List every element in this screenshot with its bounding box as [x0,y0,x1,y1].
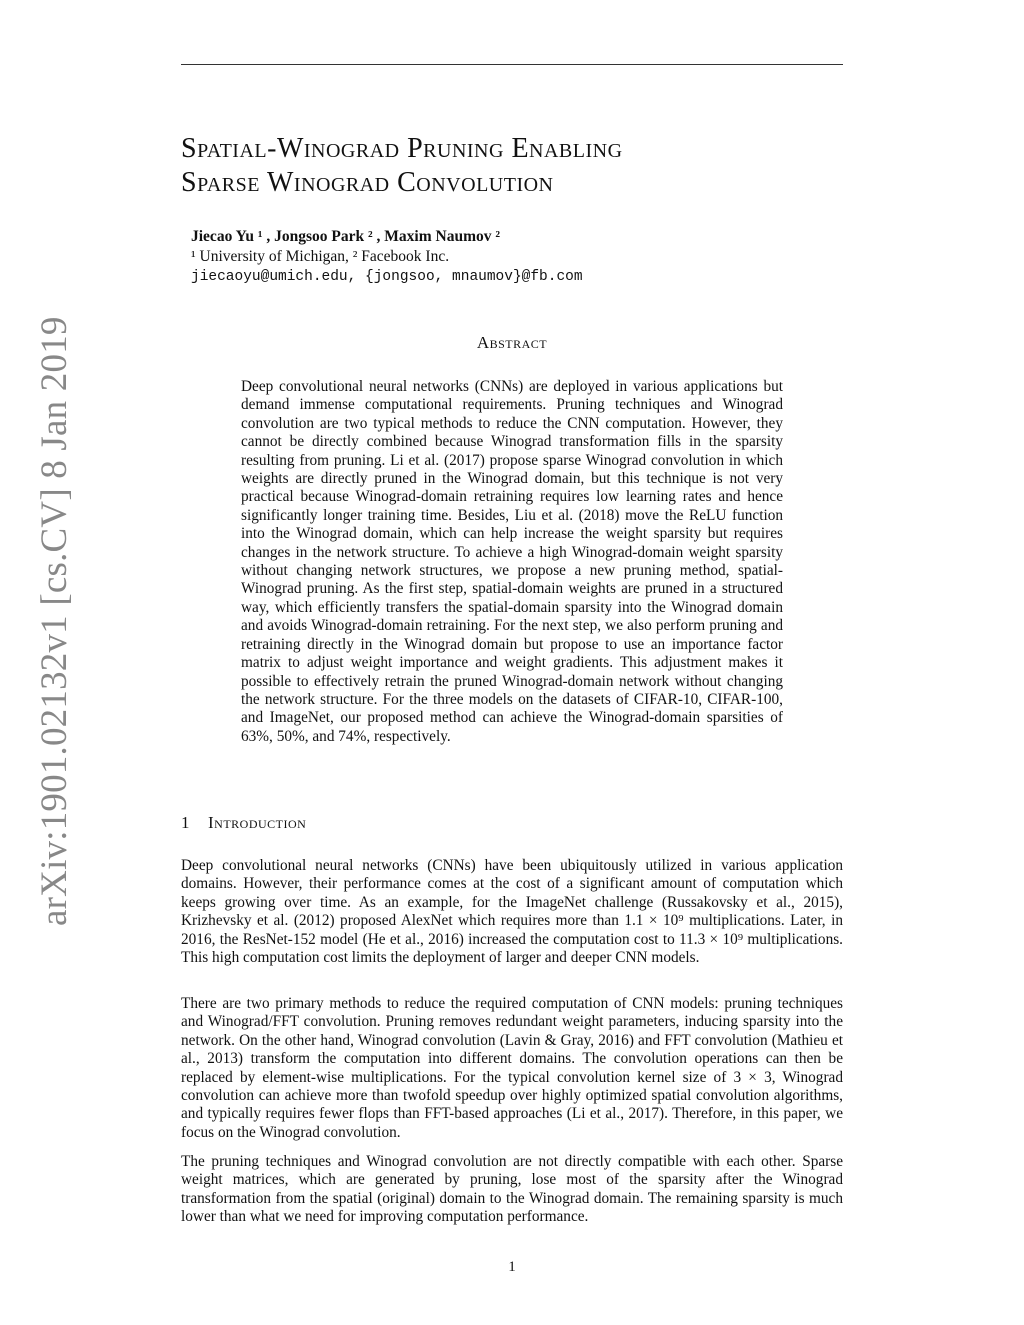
intro-paragraph-3: The pruning techniques and Winograd convolution are not directly compatible with each other. Sparse weight matrices, which are generated by pruning, lose most of the sparsity after the Winograd transformation from the spatial (original) domain to the Winograd domain. The remaining sparsity is much lower than what we need for improving computation performance. [181,1153,843,1226]
abstract-text: Deep convolutional neural networks (CNNs) are deployed in various applications but demand immense computational requirements. Pruning techniques and Winograd convolution are two typical methods to reduce the CNN computation. However, they cannot be directly combined because Winograd transformation fills in the sparsity resulting from pruning. Li et al. (2017) propose sparse Winograd convolution in which weights are directly pruned in the Winograd domain, but this technique is not very practical because Winograd-domain retraining requires low learning rates and hence significantly longer training time. Besides, Liu et al. (2018) move the ReLU function into the Winograd domain, which can help increase the weight sparsity but requires changes in the network structure. To achieve a high Winograd-domain weight sparsity without changing network structures, we propose a new pruning method, spatial-Winograd pruning. As the first step, spatial-domain weights are pruned in a structured way, which efficiently transfers the spatial-domain sparsity into the Winograd domain and avoids Winograd-domain retraining. For the next step, we also perform pruning and retraining directly in the Winograd domain but propose to use an importance factor matrix to adjust weight importance and weight gradients. This adjustment makes it possible to effectively retrain the pruned Winograd-domain network without changing the network structure. For the three models on the datasets of CIFAR-10, CIFAR-100, and ImageNet, our proposed method can achieve the Winograd-domain sparsities of 63%, 50%, and 74%, respectively. [241,378,783,745]
intro-paragraph-1: Deep convolutional neural networks (CNNs) have been ubiquitously utilized in various application domains. However, their performance comes at the cost of a significant amount of computation which keeps growing over time. As an example, for the ImageNet challenge (Russakovsky et al., 2015), Krizhevsky et al. (2012) proposed AlexNet which requires more than 1.1 × 10⁹ multiplications. Later, in 2016, the ResNet-152 model (He et al., 2016) increased the computation cost to 11.3 × 10⁹ multiplications. This high computation cost limits the deployment of larger and deeper CNN models. [181,857,843,967]
abstract-heading: Abstract [476,333,548,352]
author-names: Jiecao Yu ¹ , Jongsoo Park ² , Maxim Naumov ² [191,228,501,245]
page-number: 1 [508,1259,516,1275]
section-heading [181,813,306,833]
author-affiliations: ¹ University of Michigan, ² Facebook Inc. [191,248,450,265]
title-line-2: Sparse Winograd Convolution [181,167,554,198]
section-title: Introduction [208,813,307,832]
author-emails: jiecaoyu@umich.edu, {jongsoo, mnaumov}@fb.com [191,269,583,285]
header-rule [181,64,843,65]
author-block [191,227,583,287]
section-number: 1 [181,813,190,832]
arxiv-identifier: arXiv:1901.02132v1 [cs.CV] 8 Jan 2019 [34,316,75,926]
title-line-1: Spatial-Winograd Pruning Enabling [181,133,623,164]
intro-paragraph-2: There are two primary methods to reduce the required computation of CNN models: pruning techniques and Winograd/FFT convolution. Pruning removes redundant weight parameters, inducing sparsity into the network. On the other hand, Winograd convolution (Lavin & Gray, 2016) and FFT convolution (Mathieu et al., 2013) transform the computation into different domains. The convolution operations can then be replaced by element-wise multiplications. For the typical convolution kernel size of 3 × 3, Winograd convolution can achieve more than twofold speedup over highly optimized spatial convolution algorithms, and typically requires fewer flops than FFT-based approaches (Li et al., 2017). Therefore, in this paper, we focus on the Winograd convolution. [181,995,843,1141]
paper-title [181,132,623,200]
